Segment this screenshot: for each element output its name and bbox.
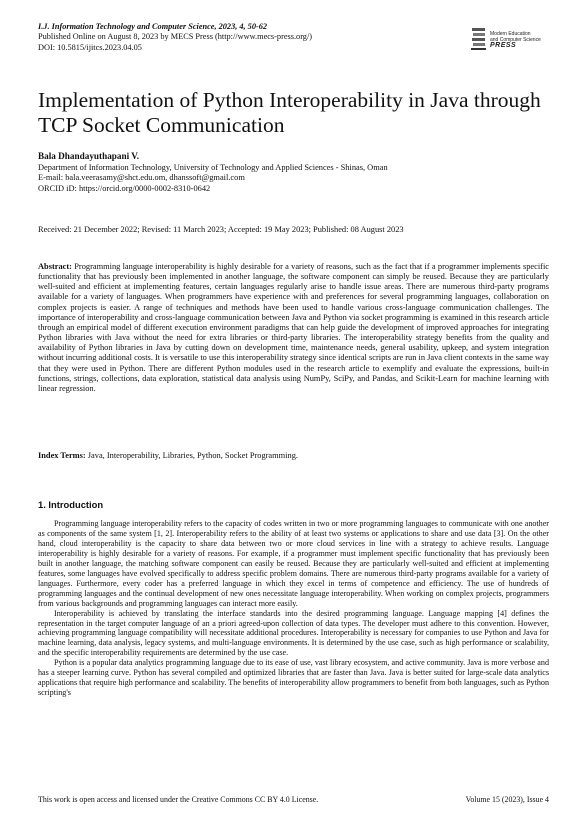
abstract <box>38 262 549 394</box>
paper-title: Implementation of Python Interoperability in Java through TCP Socket Communication <box>38 88 541 137</box>
publisher-name <box>490 32 541 49</box>
author-email: E-mail: bala.veerasamy@shct.edu.om, dhanssoft@gmail.com <box>38 173 245 183</box>
author-block <box>38 151 548 194</box>
section-heading: 1. Introduction <box>38 499 104 510</box>
author-affiliation: Department of Information Technology, University of Technology and Applied Sciences - Shinas, Oman <box>38 162 388 172</box>
index-terms-label: Index Terms: <box>38 451 86 460</box>
volume-info: Volume 15 (2023), Issue 4 <box>465 795 549 804</box>
book-stack-icon <box>470 24 488 52</box>
index-terms-text: Java, Interoperability, Libraries, Python, Socket Programming. <box>87 451 298 460</box>
doi: DOI: 10.5815/ijitcs.2023.04.05 <box>38 42 142 52</box>
paragraph: Python is a popular data analytics programming language due to its ease of use, vast library ecosystem, and active community. Java is more verbose and has a steeper learning curve. Python has several compiled and optimized libraries that are faster than Java. Java is better suited for large-scale data analytics applications that require high performance and scalability. The benefits of interoperability allow programmers to benefit from both languages, such as Python scripting's <box>38 658 549 698</box>
publisher-logo <box>470 22 542 60</box>
abstract-label: Abstract: <box>38 262 72 271</box>
journal-header <box>38 22 458 53</box>
publisher-press: PRESS <box>490 42 517 50</box>
author-name: Bala Dhandayuthapani V. <box>38 151 140 161</box>
license-note: This work is open access and licensed under the Creative Commons CC BY 4.0 License. <box>38 795 319 804</box>
publisher-line-2: and Computer Science <box>490 36 541 43</box>
paragraph: Programming language interoperability refers to the capacity of codes written in two or more programming languages to communicate with one another as components of the same system [1, 2]. Interoperability refers to the ability of at least two systems or applications to share and use data [3]. On the other hand, cloud interoperability is the capacity to share data between two or more cloud services in line with a strategy to achieve results. Language interoperability is highly desirable for a variety of reasons. For example, if a programmer must implement specific functionality that has previously been built in another language, the matching software component can easily be reused. Because they are particularly well-suited and efficient at implementing features, some languages have evolved specifically to address specific problem domains. There are numerous third-party programs available for a variety of languages. Furthermore, every coder has a preferred language in which they excel in terms of competence and efficiency. The use of hundreds of programming languages and the continual development of new ones necessitate language interoperability. When working on complex projects, programmers from various backgrounds and programming languages can interact more easily. <box>38 519 549 608</box>
publisher-line-1: Modern Education <box>490 31 531 37</box>
publication-info: Published Online on August 8, 2023 by MECS Press (http://www.mecs-press.org/) <box>38 32 313 42</box>
author-orcid: ORCID iD: https://orcid.org/0000-0002-8310-0642 <box>38 183 211 193</box>
journal-citation: I.J. Information Technology and Computer Science, 2023, 4, 50-62 <box>38 22 268 31</box>
page-footer <box>38 795 549 804</box>
paragraph: Interoperability is achieved by translating the interface standards into the desired programming language. Language mapping [4] defines the representation in the target computer language of an a priori agreed-upon collection of data types. The developer must adhere to this convention. However, achieving programming language compatibility will necessitate additional procedures. Interoperability is necessary for companies to use Python and Java for machine learning, data analysis, legacy systems, and multi-language environments. It is determined by the use case, such as high performance or scalability, and the specific interoperability requirements are determined by the use case. <box>38 608 549 658</box>
introduction-body <box>38 519 549 698</box>
index-terms <box>38 451 549 460</box>
submission-dates: Received: 21 December 2022; Revised: 11 March 2023; Accepted: 19 May 2023; Published: 08 August 2023 <box>38 225 404 234</box>
abstract-text: Programming language interoperability is highly desirable for a variety of reasons, such as the fact that if a programmer implements specific functionality that has previously been implemented in another language, the software component can simply be reused. Because they are particularly well-suited and efficient at implementing features, certain languages regularly arise to handle issue areas. There are numerous third-party programs available for a variety of languages. When programmers have experience with and preferences for several programming languages, collaboration on complex projects is easier. A range of techniques and methods have been used to handle various cross-language communication challenges. The importance of interoperability and cross-language communication between Java and Python via socket programming is examined in this research article through an empirical model of different execution environment paradigms that can help guide the development of improved approaches for integrating Python libraries with Java without the need for extra libraries or third-party libraries. The interoperability strategy benefits from the quality and availability of Python libraries in Java by cutting down on development time, maintenance needs, general usability, upkeep, and system integration without incurring additional costs. It is versatile to use this interoperability strategy since identical scripts are run in Java client contexts in the same way that they were used in Python. There are different Python modules used in the research article to exemplify and evaluate the expressions, built-in functions, strings, collections, data exploration, statistical data analysis using NumPy, SciPy, and Pandas, and Scikit-Learn for machine learning with linear regression. <box>38 262 550 393</box>
